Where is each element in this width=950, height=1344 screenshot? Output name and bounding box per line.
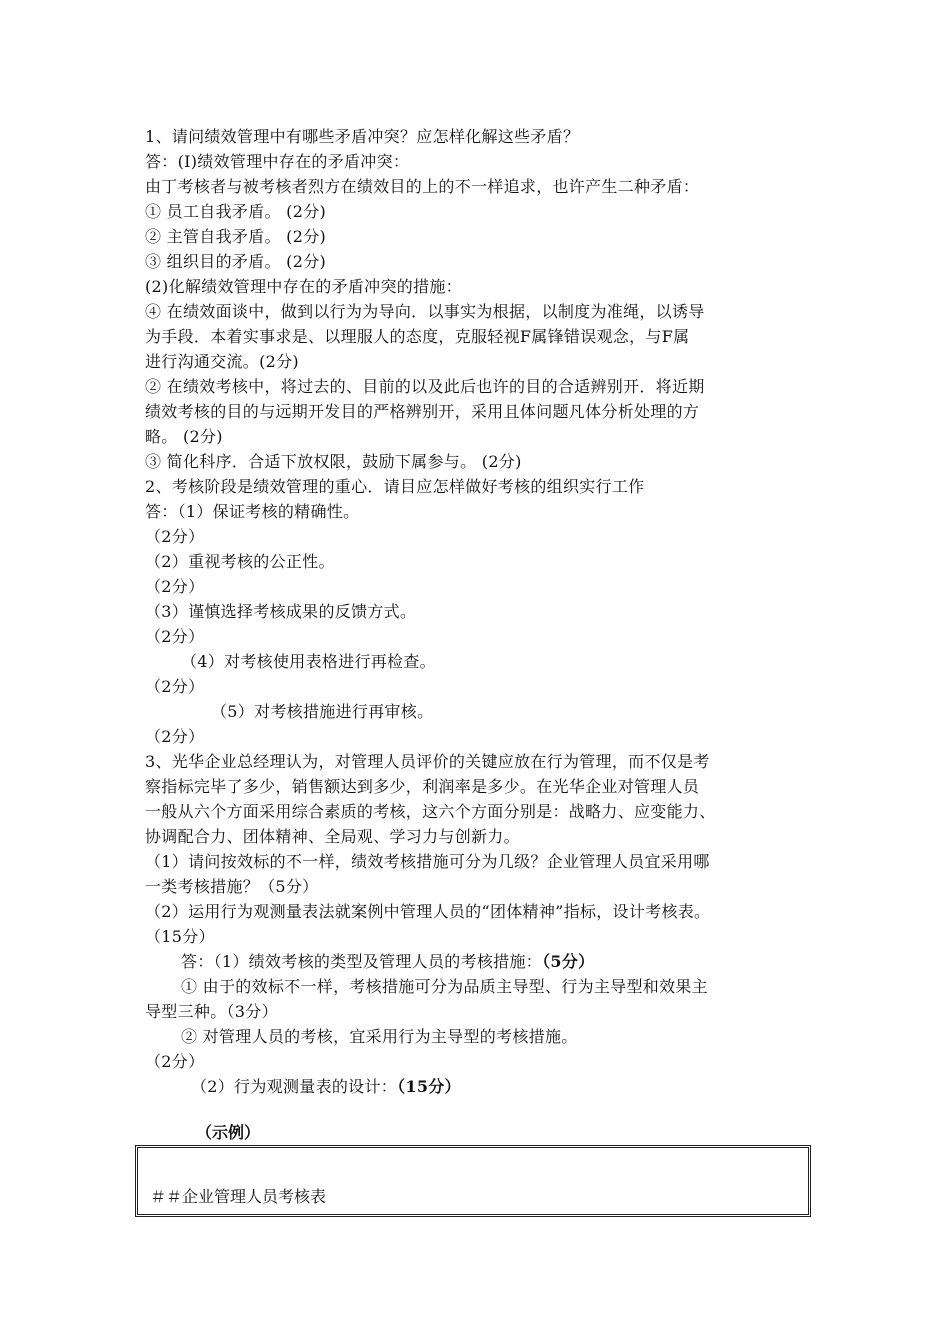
paragraph-line: ③ 简化科序．合适下放权限，鼓励下属参与。 (2分): [145, 452, 522, 471]
paragraph-line: ① 由于的效标不一样，考核措施可分为品质主导型、行为主导型和效果主: [181, 977, 708, 996]
paragraph-line: 导型三种。（3分）: [145, 1002, 278, 1021]
answer-2-item: （2）重视考核的公正性。: [145, 552, 335, 571]
list-item: ① 员工自我矛盾。 (2分): [145, 202, 327, 221]
score-note: （2分）: [145, 577, 205, 596]
score-note: （2分）: [145, 677, 205, 696]
answer-2-item: （5）对考核措施进行再审核。: [211, 702, 434, 721]
answer-3-part-1-heading: [145, 949, 825, 974]
document-body: [145, 124, 825, 1099]
answer-2-item: （4）对考核使用表格进行再检查。: [181, 652, 436, 671]
score-note: （2分）: [145, 627, 205, 646]
paragraph-line: 进行沟通交流。(2分): [145, 352, 299, 371]
answer-2-item: 答：（1）保证考核的精确性。: [145, 502, 360, 521]
paragraph-line: ④ 在绩效面谈中，做到以行为为导向．以事实为根据，以制度为准绳，以诱导: [145, 302, 705, 321]
assessment-table: [135, 1145, 811, 1217]
answer-1-part-2-heading: (2)化解绩效管理中存在的矛盾冲突的措施：: [145, 277, 462, 296]
score-note: （2分）: [145, 527, 205, 546]
paragraph-line: 绩效考核的目的与远期开发目的严格辨别开，采用且体问题凡体分析处理的方: [145, 402, 700, 421]
paragraph-line: ② 对管理人员的考核，宜采用行为主导型的考核措施。: [181, 1027, 578, 1046]
answer-1-part-1-heading: 答：(I)绩效管理中存在的矛盾冲突：: [145, 152, 410, 171]
heading-text: （2）行为观测量表的设计：: [191, 1077, 398, 1096]
score-note: （2分）: [145, 727, 205, 746]
paragraph-line: 一般从六个方面采用综合素质的考核，这六个方面分别是：战略力、应变能力、: [145, 802, 716, 821]
sub-question: （1）请问按效标的不一样，绩效考核措施可分为几级？企业管理人员宜采用哪: [145, 852, 710, 871]
score-bold: （15分）: [397, 1077, 461, 1096]
paragraph-line: 察指标完毕了多少，销售额达到多少，利润率是多少。在光华企业对管理人员: [145, 777, 700, 796]
paragraph-line: ② 在绩效考核中，将过去的、目前的以及此后也许的目的合适辨别开．将近期: [145, 377, 705, 396]
list-item: ② 主管自我矛盾。 (2分): [145, 227, 327, 246]
question-3: 3、光华企业总经理认为，对管理人员评价的关键应放在行为管理，而不仅是考: [145, 752, 710, 771]
answer-2-item: （3）谨慎选择考核成果的反馈方式。: [145, 602, 417, 621]
paragraph-line: 略。 (2分): [145, 427, 223, 446]
question-1: 1、请问绩效管理中有哪些矛盾冲突？应怎样化解这些矛盾？: [145, 127, 580, 146]
example-label: （示例）: [196, 1123, 261, 1142]
list-item: ③ 组织目的矛盾。 (2分): [145, 252, 327, 271]
paragraph-line: 协调配合力、团体精神、全局观、学习力与创新力。: [145, 827, 520, 846]
sub-question: （15分）: [145, 927, 215, 946]
heading-text: 答：（1）绩效考核的类型及管理人员的考核措施：: [181, 952, 543, 971]
table-title: ＃＃企业管理人员考核表: [150, 1187, 327, 1206]
score-bold: （5分）: [542, 952, 595, 971]
sub-question: （2）运用行为观测量表法就案例中管理人员的“团体精神”指标，设计考核表。: [145, 902, 711, 921]
sub-question: 一类考核措施？（5分）: [145, 877, 319, 896]
paragraph-line: 由丁考核者与被考核者烈方在绩效目的上的不一样追求，也许产生二种矛盾：: [145, 177, 700, 196]
score-note: （2分）: [145, 1052, 205, 1071]
answer-3-part-2-heading: [145, 1074, 825, 1099]
question-2: 2、考核阶段是绩效管理的重心．请目应怎样做好考核的组织实行工作: [145, 477, 645, 496]
paragraph-line: 为手段．本着实事求是、以理服人的态度，克服轻视F属锋错误观念，与F属: [145, 327, 690, 346]
